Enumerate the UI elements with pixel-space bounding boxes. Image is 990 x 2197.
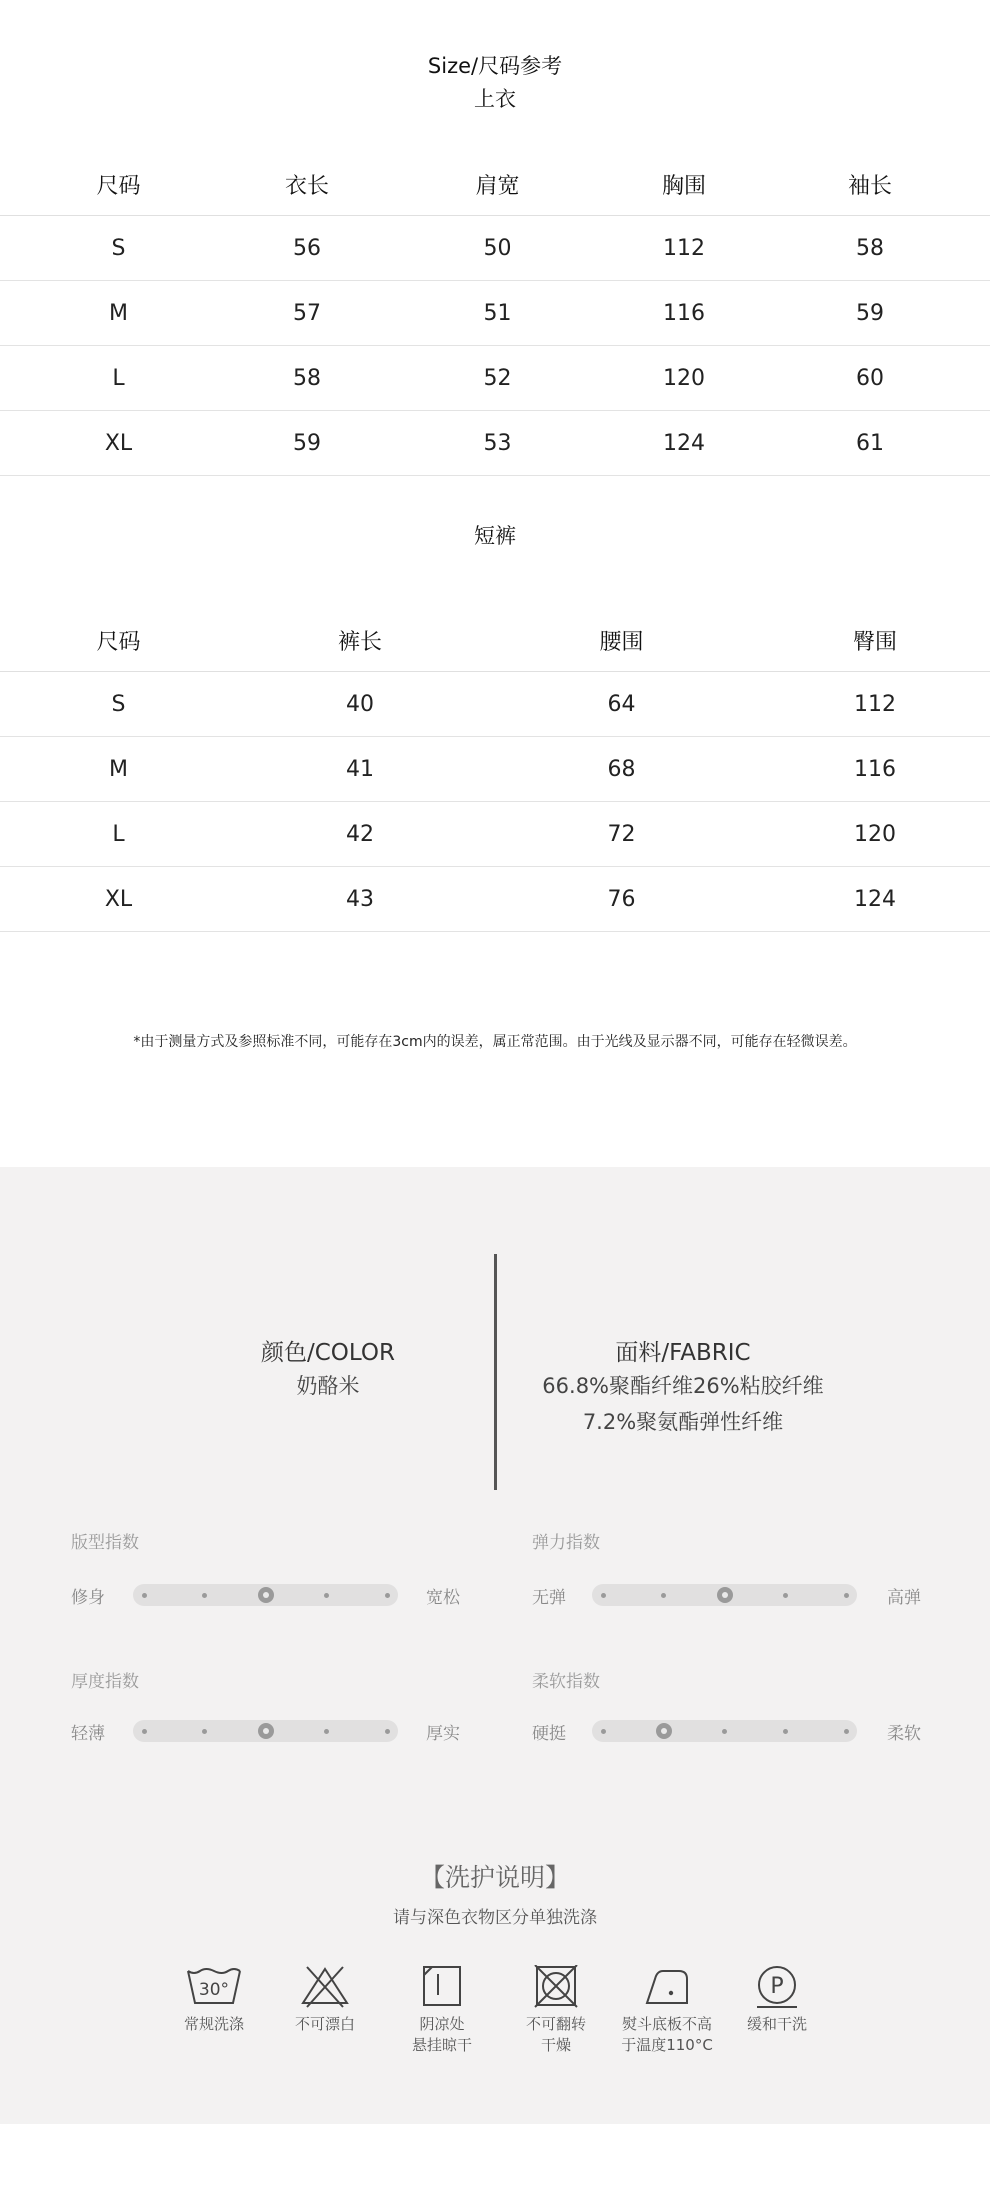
slider-step-dot	[783, 1593, 788, 1598]
table-cell: S	[0, 216, 237, 281]
column-header: 胸围	[618, 153, 750, 216]
color-value: 奶酪米	[296, 1374, 360, 1398]
table-cell: 42	[237, 802, 483, 867]
table-cell: 116	[760, 737, 990, 802]
slider-max-label: 高弹	[887, 1588, 921, 1608]
table-cell: L	[0, 346, 237, 411]
table-cell: L	[0, 802, 237, 867]
table-cell: 76	[483, 867, 760, 932]
slider-knob	[258, 1723, 274, 1739]
slider-step-dot	[601, 1593, 606, 1598]
table-cell: 56	[237, 216, 377, 281]
slider-step-dot	[844, 1593, 849, 1598]
table-row	[0, 411, 990, 476]
wash-temperature: 30°	[198, 1980, 230, 2000]
table-cell: XL	[0, 411, 237, 476]
care-item	[387, 1965, 497, 2056]
slider-min-label: 修身	[71, 1588, 105, 1608]
slider-step-dot	[202, 1593, 207, 1598]
table-row	[0, 867, 990, 932]
table-cell: 52	[377, 346, 618, 411]
care-item	[612, 1965, 722, 2056]
care-title: 【洗护说明】	[419, 1863, 570, 1892]
table-cell: M	[0, 281, 237, 346]
table-cell: 51	[377, 281, 618, 346]
slider-track	[592, 1584, 857, 1606]
table-cell: 124	[618, 411, 750, 476]
slider-knob	[717, 1587, 733, 1603]
column-header: 裤长	[237, 609, 483, 672]
care-label: 不可翻转 干燥	[525, 2015, 586, 2054]
slider-track	[133, 1720, 398, 1742]
slider-max-label: 厚实	[426, 1724, 460, 1744]
slider-step-dot	[722, 1729, 727, 1734]
slider-step-dot	[661, 1593, 666, 1598]
table-cell: 59	[237, 411, 377, 476]
care-item	[501, 1965, 611, 2056]
measurement-note: *由于测量方式及参照标准不同，可能存在3cm内的误差，属正常范围。由于光线及显示器不同，可能存在轻微误差。	[133, 1034, 857, 1050]
size-title: Size/尺码参考	[427, 54, 563, 78]
column-header: 尺码	[0, 153, 237, 216]
table-cell: 120	[760, 802, 990, 867]
table-cell: S	[0, 672, 237, 737]
table-cell: 72	[483, 802, 760, 867]
care-label: 缓和干洗	[746, 2015, 807, 2033]
thickness-index-slider	[71, 1716, 460, 1746]
table-cell: 53	[377, 411, 618, 476]
wash-30-icon	[184, 1965, 244, 2009]
slider-step-dot	[385, 1729, 390, 1734]
slider-step-dot	[385, 1593, 390, 1598]
table-row	[0, 346, 990, 411]
table-cell: 41	[237, 737, 483, 802]
table-row	[0, 281, 990, 346]
column-header: 臀围	[760, 609, 990, 672]
no-tumble-dry-icon	[526, 1965, 586, 2009]
slider-step-dot	[202, 1729, 207, 1734]
table-cell: 58	[237, 346, 377, 411]
column-header: 尺码	[0, 609, 237, 672]
slider-max-label: 宽松	[426, 1588, 460, 1608]
slider-step-dot	[142, 1593, 147, 1598]
table-cell: 59	[750, 281, 990, 346]
fit-index-slider	[71, 1580, 460, 1610]
care-label: 阴凉处 悬挂晾干	[411, 2015, 472, 2054]
table-cell: 68	[483, 737, 760, 802]
elasticity-index-slider	[532, 1580, 921, 1610]
table-cell: 116	[618, 281, 750, 346]
softness-index-title: 柔软指数	[532, 1672, 600, 1692]
softness-index-slider	[532, 1716, 921, 1746]
slider-knob	[656, 1723, 672, 1739]
color-title: 颜色/COLOR	[261, 1340, 395, 1366]
table-row	[0, 672, 990, 737]
care-item	[270, 1965, 380, 2035]
table-cell: XL	[0, 867, 237, 932]
elasticity-index-title: 弹力指数	[532, 1533, 600, 1553]
slider-track	[592, 1720, 857, 1742]
table-cell: 57	[237, 281, 377, 346]
table-cell: 50	[377, 216, 618, 281]
iron-low-icon	[637, 1965, 697, 2009]
shorts-section-title: 短裤	[474, 524, 516, 548]
table-cell: 112	[618, 216, 750, 281]
slider-min-label: 轻薄	[71, 1724, 105, 1744]
table-row	[0, 737, 990, 802]
care-item	[159, 1965, 269, 2035]
fabric-info	[463, 1334, 903, 1440]
column-header: 肩宽	[377, 153, 618, 216]
table-header-row	[0, 609, 990, 672]
fabric-title: 面料/FABRIC	[615, 1340, 751, 1366]
care-item	[722, 1965, 832, 2035]
care-label: 熨斗底板不高 于温度110°C	[621, 2015, 713, 2054]
top-size-table	[0, 153, 990, 476]
table-row	[0, 216, 990, 281]
fabric-line: 66.8%聚酯纤维26%粘胶纤维	[542, 1374, 824, 1398]
table-cell: 58	[750, 216, 990, 281]
table-cell: 61	[750, 411, 990, 476]
column-header: 衣长	[237, 153, 377, 216]
care-subtitle: 请与深色衣物区分单独洗涤	[393, 1908, 597, 1928]
fabric-line: 7.2%聚氨酯弹性纤维	[582, 1410, 784, 1434]
dry-clean-p-icon	[747, 1965, 807, 2009]
top-section-title: 上衣	[474, 87, 516, 111]
slider-step-dot	[844, 1729, 849, 1734]
table-cell: M	[0, 737, 237, 802]
care-label: 常规洗涤	[183, 2015, 244, 2033]
dry-clean-letter: P	[770, 1974, 784, 1999]
table-cell: 120	[618, 346, 750, 411]
slider-knob	[258, 1587, 274, 1603]
table-cell: 60	[750, 346, 990, 411]
line-dry-shade-icon	[412, 1965, 472, 2009]
slider-step-dot	[324, 1593, 329, 1598]
care-label: 不可漂白	[294, 2015, 355, 2033]
slider-step-dot	[601, 1729, 606, 1734]
table-row	[0, 802, 990, 867]
slider-min-label: 硬挺	[532, 1724, 566, 1744]
slider-track	[133, 1584, 398, 1606]
slider-min-label: 无弹	[532, 1588, 566, 1608]
slider-step-dot	[324, 1729, 329, 1734]
slider-max-label: 柔软	[887, 1724, 921, 1744]
slider-step-dot	[783, 1729, 788, 1734]
slider-step-dot	[142, 1729, 147, 1734]
thickness-index-title: 厚度指数	[71, 1672, 139, 1692]
column-header: 袖长	[750, 153, 990, 216]
fit-index-title: 版型指数	[71, 1533, 139, 1553]
table-header-row	[0, 153, 990, 216]
table-cell: 64	[483, 672, 760, 737]
table-cell: 124	[760, 867, 990, 932]
table-cell: 40	[237, 672, 483, 737]
shorts-size-table	[0, 609, 990, 932]
column-header: 腰围	[483, 609, 760, 672]
no-bleach-icon	[295, 1965, 355, 2009]
table-cell: 43	[237, 867, 483, 932]
table-cell: 112	[760, 672, 990, 737]
